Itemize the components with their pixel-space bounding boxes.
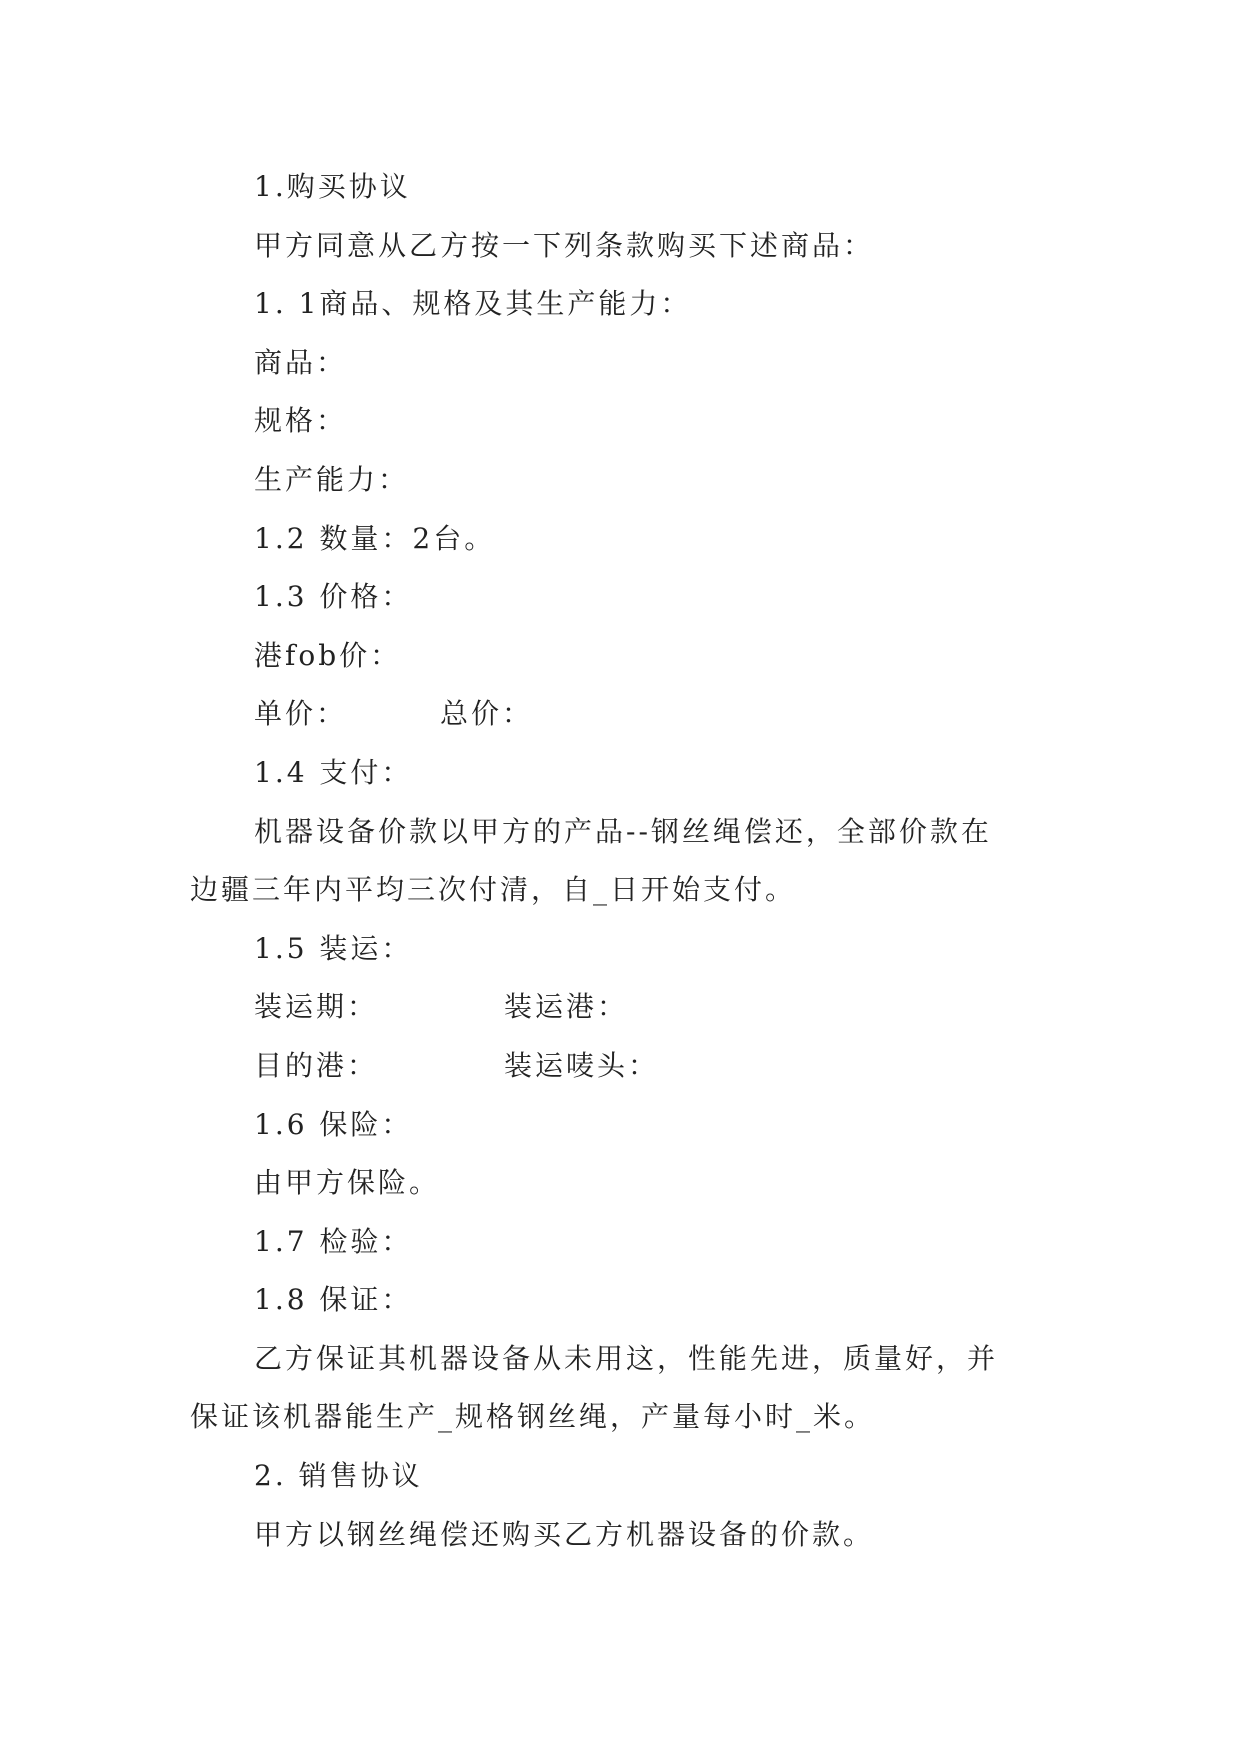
line-text: 由甲方保险。 (254, 1166, 441, 1200)
line-text: 2. 销售协议 (254, 1459, 423, 1493)
heading-sales-agreement (190, 1447, 1052, 1506)
field-destination-port: 目的港： (254, 1048, 379, 1082)
paragraph-guarantee (190, 1330, 1052, 1389)
field-spec (190, 392, 1052, 451)
paragraph (190, 217, 1052, 276)
line-text: 1.6 保险： (254, 1107, 413, 1141)
section-guarantee (190, 1271, 1052, 1330)
line-text: 商品： (254, 345, 348, 379)
paragraph-payment (190, 803, 1052, 862)
section-payment (190, 744, 1052, 803)
line-text: 港fob价： (254, 638, 402, 672)
field-shipment-period: 装运期： (254, 990, 379, 1024)
line-text: 甲方以钢丝绳偿还购买乙方机器设备的价款。 (254, 1517, 875, 1551)
section-quantity (190, 510, 1052, 569)
line-text: 机器设备价款以甲方的产品--钢丝绳偿还，全部价款在 (254, 814, 992, 848)
line-text: 1.3 价格： (254, 580, 413, 614)
paragraph-guarantee-cont (190, 1388, 1052, 1447)
field-total-price: 总价： (440, 697, 534, 731)
line-text: 1.4 支付： (254, 755, 413, 789)
line-text: 1.7 检验： (254, 1224, 413, 1258)
line-text: 生产能力： (254, 462, 410, 496)
field-loading-port: 装运港： (504, 990, 629, 1024)
line-text: 1.购买协议 (254, 170, 411, 203)
paragraph-insurance (190, 1154, 1052, 1213)
field-unit-price: 单价： (254, 697, 348, 731)
section-shipment (190, 920, 1052, 979)
field-capacity (190, 451, 1052, 510)
field-shipping-marks: 装运唛头： (504, 1048, 660, 1082)
line-text: 乙方保证其机器设备从未用这，性能先进，质量好，并 (254, 1341, 999, 1375)
line-text: 1.5 装运： (254, 931, 413, 965)
paragraph-payment-cont (190, 861, 1052, 920)
field-unit-total-price (190, 685, 1052, 744)
paragraph-sales (190, 1506, 1052, 1565)
line-text: 规格： (254, 404, 348, 438)
field-shipment-row2 (190, 1037, 1052, 1096)
field-goods (190, 334, 1052, 393)
field-shipment-row1 (190, 978, 1052, 1037)
section-insurance (190, 1096, 1052, 1155)
heading-purchase-agreement (190, 158, 1052, 217)
line-text: 1. 1商品、规格及其生产能力： (254, 287, 692, 321)
line-text: 甲方同意从乙方按一下列条款购买下述商品： (254, 228, 875, 262)
document-body (190, 158, 1052, 1564)
line-text: 边疆三年内平均三次付清，自_日开始支付。 (190, 873, 797, 907)
section-inspection (190, 1213, 1052, 1272)
section-price (190, 568, 1052, 627)
section-goods-spec (190, 275, 1052, 334)
line-text: 保证该机器能生产_规格钢丝绳，产量每小时_米。 (190, 1400, 876, 1434)
field-fob-price (190, 627, 1052, 686)
line-text: 1.8 保证： (254, 1283, 413, 1317)
line-text: 1.2 数量：2台。 (254, 521, 496, 555)
